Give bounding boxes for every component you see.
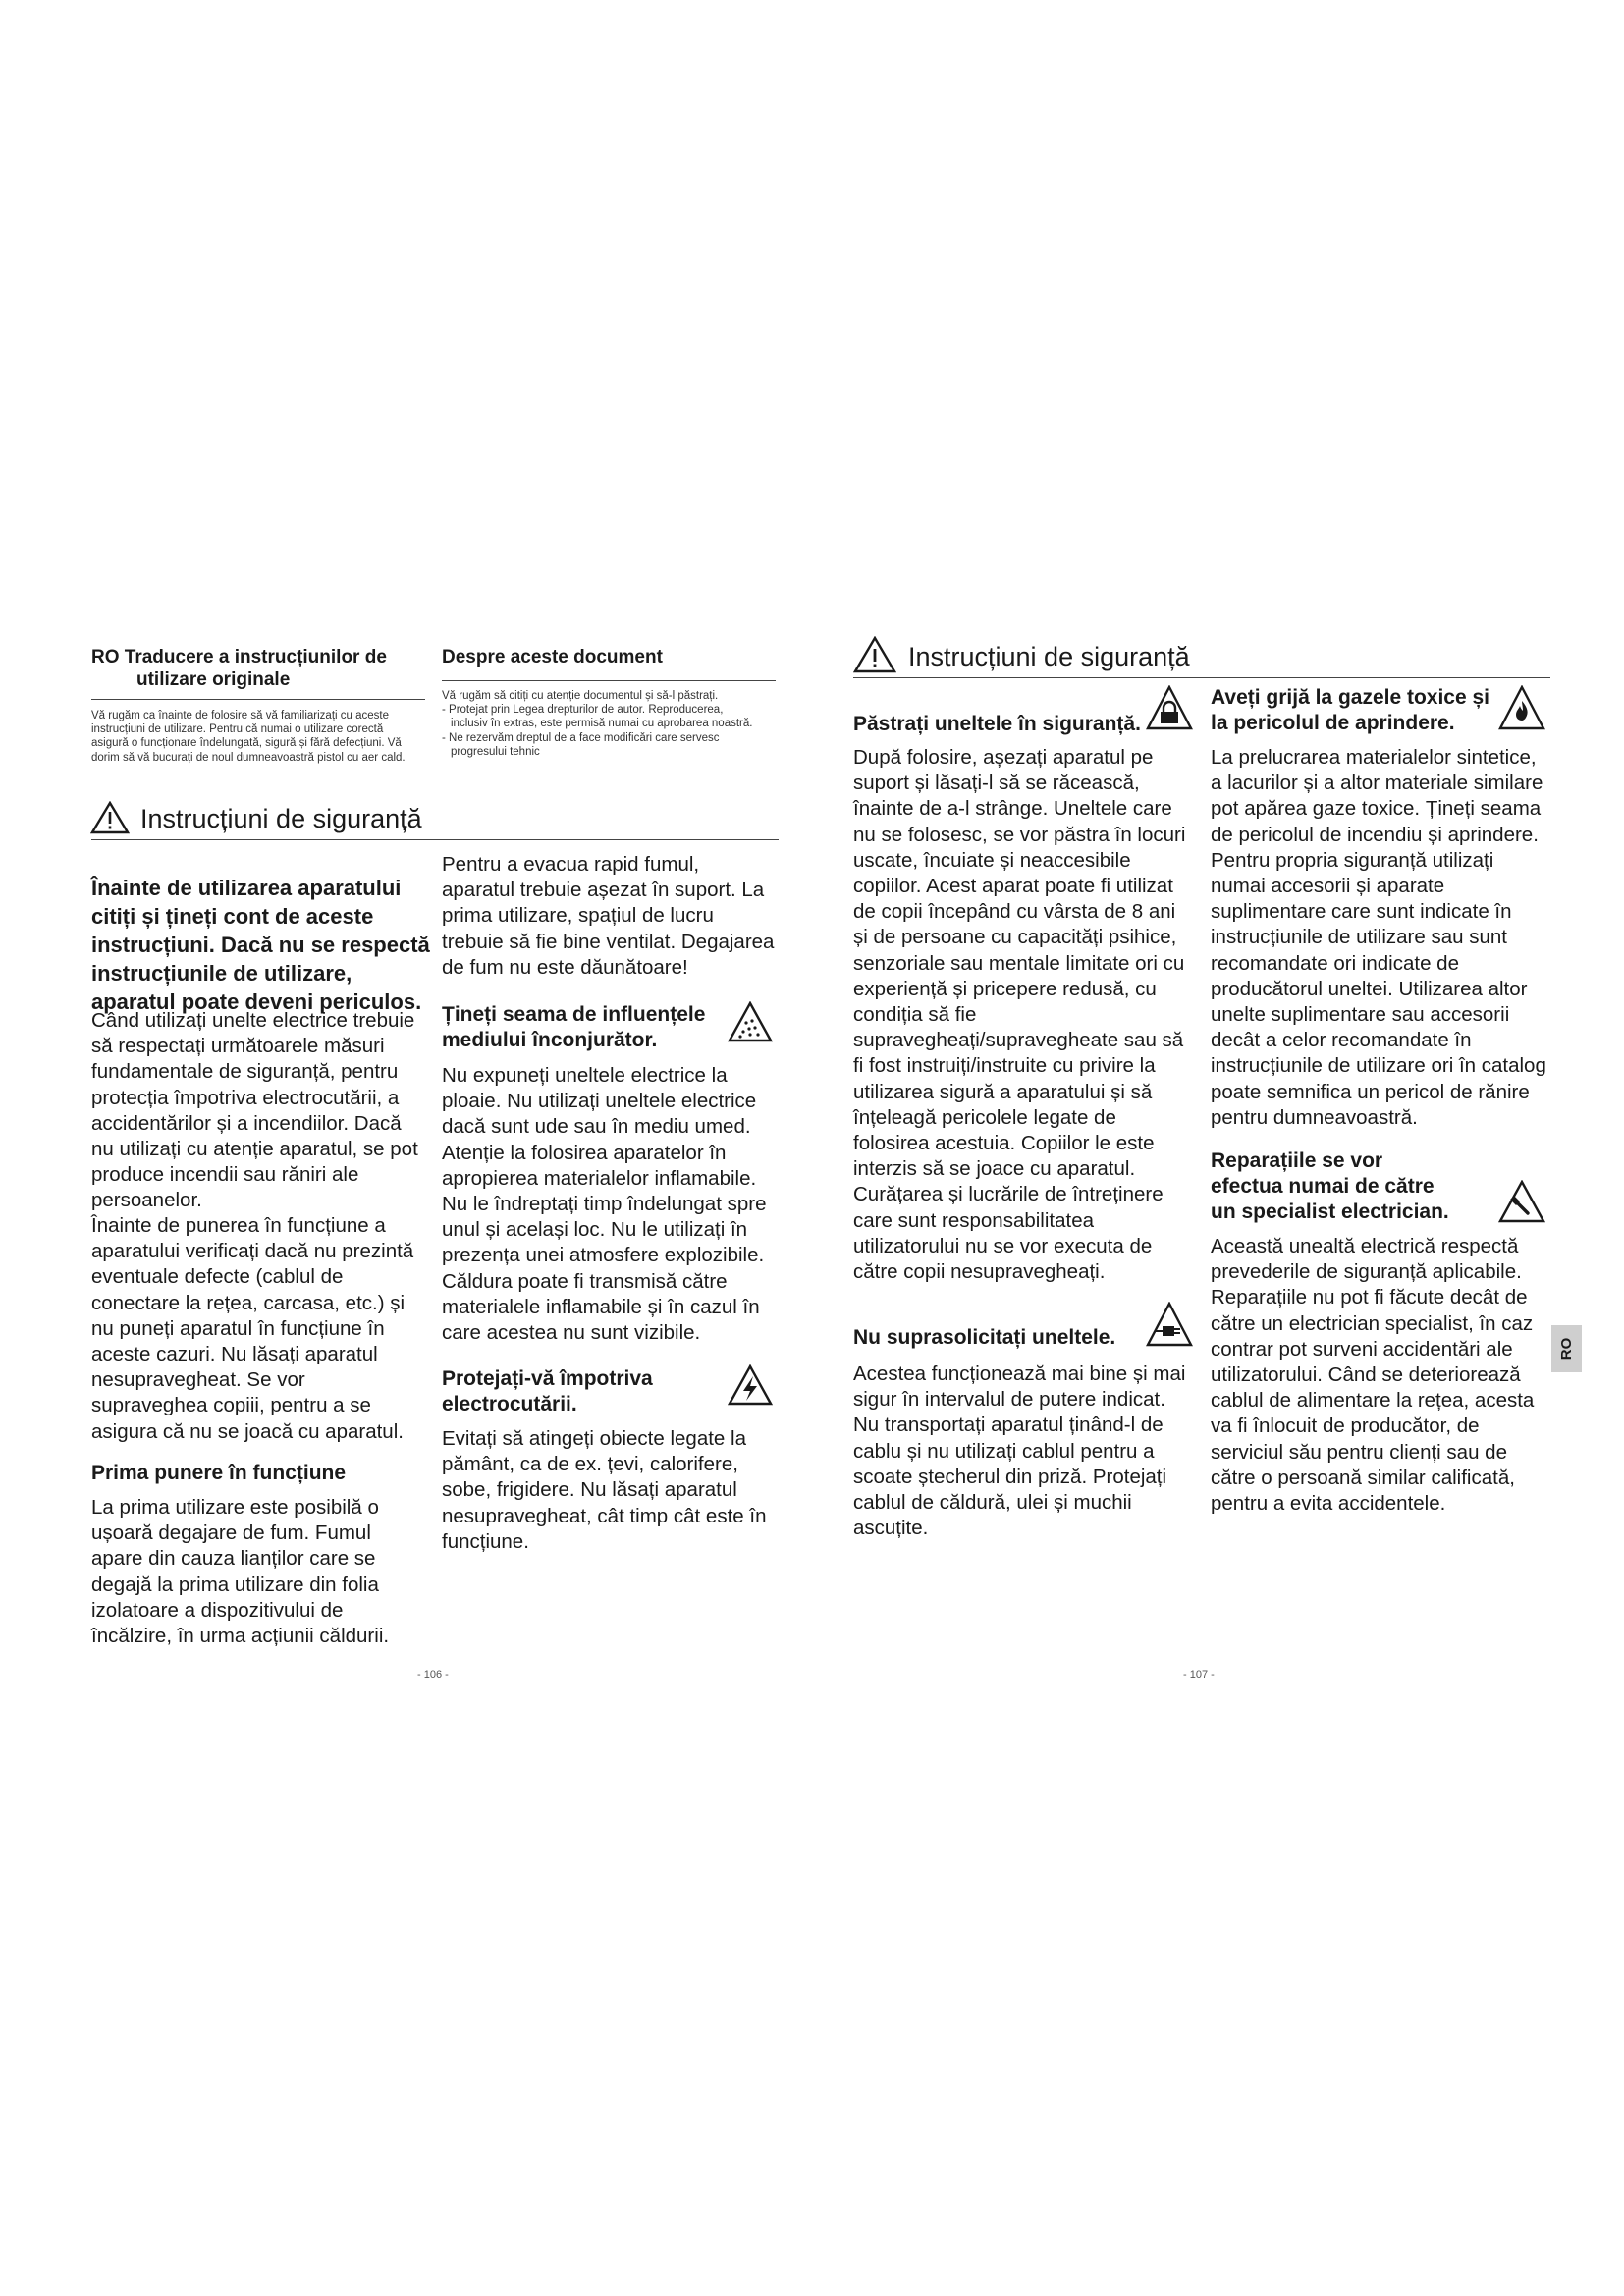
tool-warning-icon [1498,1180,1545,1223]
about-bullet: inclusiv în extras, este permisă numai cu aprobarea noastră. [451,718,753,730]
rain-warning-icon [728,1001,773,1042]
translation-text: Vă rugăm ca înainte de folosire să vă familiarizați cu aceste instrucțiuni de utilizare. Pentru că numai o utilizare corectă asigură o funcționare îndelungată, sigură și fără defecțiuni. Vă dorim să vă bucurați de noul dumneavoastră pistol cu aer cald. [91,710,406,764]
paragraph: Evitați să atingeți obiecte legate la pământ, ca de ex. țevi, calorifere, sobe, frigidere. Nu lăsați aparatul nesupravegheat, cât timp cât este în funcțiune. [442,1427,767,1553]
paragraph: La prelucrarea materialelor sintetice, a lacurilor și a altor materiale similare pot apărea gaze toxice. Țineți seama de pericolul de incendiu și aprindere. Pentru propria siguranță utilizați numai accesorii și aparate suplimentare care sunt indicate în instrucțiunile de utilizare sau sunt recomandate ori indicate de producătorul uneltei. Utilizarea altor unelte suplimentare sau accesorii decât a celor recomandate în instrucțiunile de utilizare ori în catalog poate semnifica un pericol de rănire pentru dumneavoastră. [1211,746,1546,1129]
flame-warning-icon [1498,685,1545,730]
subheading: Nu suprasolicitați uneltele. [853,1326,1116,1349]
subheading: Aveți grijă la gazele toxice și la pericolul de aprindere. [1211,686,1490,734]
electric-shock-icon [728,1364,773,1406]
divider [442,680,776,681]
lead-text: Înainte de utilizarea aparatului citiți și țineți cont de aceste instrucțiuni. Dacă nu se respectă instrucțiunile de utilizare, aparatul poate deveni periculos. [91,876,430,1014]
about-bullet: - Protejat prin Legea drepturilor de autor. Reproducerea, [442,704,724,717]
paragraph: După folosire, așezați aparatul pe suport și lăsați-l să se răcească, înainte de a-l strânge. Uneltele care nu se folosesc, se vor păstra în locuri uscate, încuiate și neaccesibile copiilor. Acest aparat poate fi utilizat de copii începând cu vârsta de 8 ani și de persoane cu capacități psihice, senzoriale sau mentale limitate ori cu experiență și pricepere redusă, cu condiția să fie supravegheați/supravegheate sau să fi fost instruiți/instruite cu privire la utilizarea sigură a aparatului și să înțeleagă pericolele legate de folosirea acestuia. Copiilor le este interzis să se joace cu aparatul. Curățarea și lucrările de întreținere care sunt responsabilitatea utilizatorului nu se vor executa de către copii nesupravegheați. [853,746,1186,1284]
subheading: Prima punere în funcțiune [91,1462,347,1484]
about-bullet: - Ne rezervăm dreptul de a face modificări care servesc [442,731,720,744]
about-bullet: progresului tehnic [451,745,540,758]
subheading: Țineți seama de influențele mediului înconjurător. [442,1003,706,1051]
divider [91,699,425,700]
subheading: Protejați-vă împotriva electrocutării. [442,1367,653,1415]
warning-triangle-icon [90,801,130,834]
about-text: Vă rugăm să citiți cu atenție documentul și să-l păstrați. [442,690,719,702]
page-number: - 107 - [1183,1669,1215,1681]
subheading: Reparațiile se vor efectua numai de către un specialist electrician. [1211,1149,1449,1223]
paragraph: La prima utilizare este posibilă o ușoară degajare de fum. Fumul apare din cauza lianților care se degajă la prima utilizare din folia izolatoare a dispozitivului de încălzire, în urma acțiunii căldurii. [91,1496,390,1648]
translation-heading: RO Traducere a instrucțiunilor de utilizare originale [91,647,387,690]
divider [91,839,779,840]
subheading: Păstrați uneltele în siguranță. [853,713,1141,735]
paragraph: Pentru a evacua rapid fumul, aparatul trebuie așezat în suport. La prima utilizare, spațiul de lucru trebuie să fie bine ventilat. Degajarea de fum nu este dăunătoare! [442,853,775,979]
page-number: - 106 - [417,1669,449,1681]
section-title: Instrucțiuni de siguranță [140,804,422,833]
warning-triangle-icon [853,636,896,673]
about-block [442,689,781,759]
paragraph: Înainte de punerea în funcțiune a aparatului verificați dacă nu prezintă eventuale defecte (cablul de conectare la rețea, carcasa, etc.) și nu puneți aparatul în funcțiune în aceste cazuri. Nu lăsați aparatul nesupravegheat. Se vor supraveghea copiii, pentru a se asigura că nu se joacă cu aparatul. [91,1214,414,1443]
about-heading: Despre aceste document [442,647,663,667]
paragraph: Această unealtă electrică respectă prevederile de siguranță aplicabile. Reparațiile nu pot fi făcute decât de către un electrician specialist, în caz contrar pot surveni accidentări ale utilizatorului. Când se deteriorează cablul de alimentare la rețea, acesta va fi înlocuit de producător, de serviciul său pentru clienți sau de către o persoană similar calificată, pentru a evita accidentele. [1211,1235,1535,1516]
language-tab: RO [1551,1325,1582,1372]
lock-warning-icon [1146,685,1193,730]
paragraph: Când utilizați unelte electrice trebuie să respectați următoarele măsuri fundamentale de siguranță, pentru protecția împotriva electrocutării, a accidentărilor și a incendiilor. Dacă nu utilizați cu atenție aparatul, se pot produce incendii sau răniri ale persoanelor. [91,1009,418,1212]
paragraph: Acestea funcționează mai bine și mai sigur în intervalul de putere indicat. Nu transportați aparatul ținând-l de cablu și nu utilizați cablul pentru a scoate ștecherul din priză. Protejați cablul de căldură, ulei și muchii ascuțite. [853,1362,1186,1540]
section-title: Instrucțiuni de siguranță [908,642,1190,671]
plug-warning-icon [1146,1302,1193,1347]
paragraph: Nu expuneți uneltele electrice la ploaie. Nu utilizați uneltele electrice dacă sunt ude sau în mediu umed. Atenție la folosirea aparatelor în apropierea materialelor inflamabile. Nu le îndreptați timp îndelungat spre unul și același loc. Nu le utilizați în prezența unei atmosfere explozibile. Căldura poate fi transmisă către materialele inflamabile și în cazul în care acestea nu sunt vizibile. [442,1064,767,1345]
divider [853,677,1550,678]
